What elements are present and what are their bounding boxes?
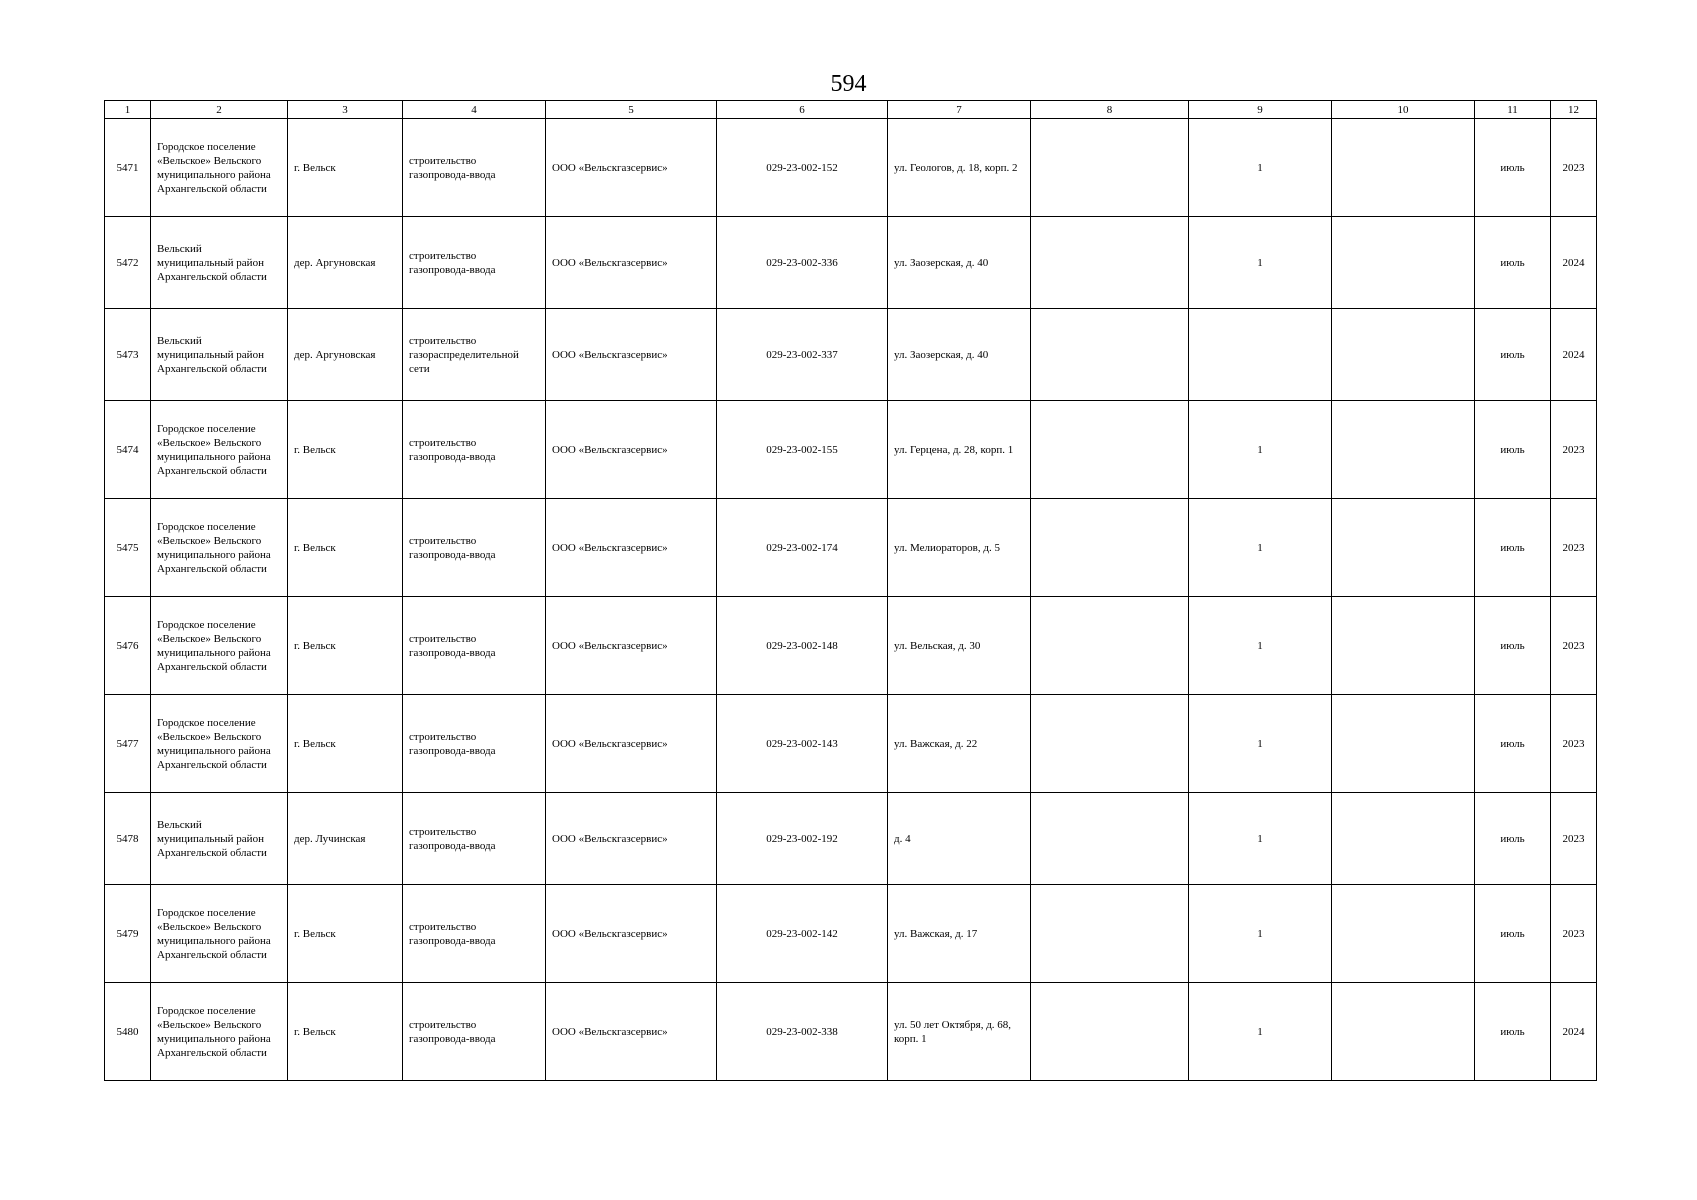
count-cell: 1 bbox=[1189, 793, 1332, 885]
address-cell: ул. Вельская, д. 30 bbox=[888, 597, 1031, 695]
municipality-cell: Городское поселение «Вельское» Вельского муниципального района Архангельской области bbox=[151, 401, 288, 499]
column-header: 8 bbox=[1031, 101, 1189, 119]
row-number: 5479 bbox=[105, 885, 151, 983]
column-number-row bbox=[105, 101, 1597, 119]
year-cell: 2023 bbox=[1551, 793, 1597, 885]
year-cell: 2023 bbox=[1551, 119, 1597, 217]
column-header: 7 bbox=[888, 101, 1031, 119]
empty-cell bbox=[1031, 119, 1189, 217]
municipality-cell: Городское поселение «Вельское» Вельского муниципального района Архангельской области bbox=[151, 885, 288, 983]
empty-cell bbox=[1031, 695, 1189, 793]
code-cell: 029-23-002-337 bbox=[717, 309, 888, 401]
organization-cell: ООО «Вельскгазсервис» bbox=[546, 309, 717, 401]
row-number: 5473 bbox=[105, 309, 151, 401]
table-row bbox=[105, 885, 1597, 983]
empty-cell bbox=[1332, 499, 1475, 597]
code-cell: 029-23-002-142 bbox=[717, 885, 888, 983]
work-type-cell: строительство газопровода-ввода bbox=[403, 885, 546, 983]
empty-cell bbox=[1332, 885, 1475, 983]
month-cell: июль bbox=[1475, 885, 1551, 983]
empty-cell bbox=[1332, 793, 1475, 885]
municipality-cell: Городское поселение «Вельское» Вельского муниципального района Архангельской области bbox=[151, 119, 288, 217]
month-cell: июль bbox=[1475, 309, 1551, 401]
count-cell: 1 bbox=[1189, 119, 1332, 217]
table-row bbox=[105, 217, 1597, 309]
locality-cell: дер. Лучинская bbox=[288, 793, 403, 885]
address-cell: ул. Геологов, д. 18, корп. 2 bbox=[888, 119, 1031, 217]
page-number: 594 bbox=[830, 71, 867, 97]
count-cell: 1 bbox=[1189, 401, 1332, 499]
address-cell: ул. Важская, д. 17 bbox=[888, 885, 1031, 983]
work-type-cell: строительство газопровода-ввода bbox=[403, 401, 546, 499]
code-cell: 029-23-002-155 bbox=[717, 401, 888, 499]
table-row bbox=[105, 119, 1597, 217]
month-cell: июль bbox=[1475, 597, 1551, 695]
count-cell: 1 bbox=[1189, 217, 1332, 309]
locality-cell: г. Вельск bbox=[288, 499, 403, 597]
code-cell: 029-23-002-338 bbox=[717, 983, 888, 1081]
year-cell: 2023 bbox=[1551, 885, 1597, 983]
code-cell: 029-23-002-174 bbox=[717, 499, 888, 597]
count-cell: 1 bbox=[1189, 885, 1332, 983]
work-type-cell: строительство газопровода-ввода bbox=[403, 217, 546, 309]
locality-cell: г. Вельск bbox=[288, 119, 403, 217]
empty-cell bbox=[1031, 499, 1189, 597]
empty-cell bbox=[1031, 217, 1189, 309]
empty-cell bbox=[1031, 401, 1189, 499]
work-type-cell: строительство газопровода-ввода bbox=[403, 793, 546, 885]
organization-cell: ООО «Вельскгазсервис» bbox=[546, 793, 717, 885]
empty-cell bbox=[1332, 217, 1475, 309]
empty-cell bbox=[1031, 309, 1189, 401]
address-cell: ул. Мелиораторов, д. 5 bbox=[888, 499, 1031, 597]
table-row bbox=[105, 983, 1597, 1081]
column-header: 3 bbox=[288, 101, 403, 119]
address-cell: ул. Заозерская, д. 40 bbox=[888, 217, 1031, 309]
empty-cell bbox=[1031, 983, 1189, 1081]
work-type-cell: строительство газораспределительной сети bbox=[403, 309, 546, 401]
work-type-cell: строительство газопровода-ввода bbox=[403, 983, 546, 1081]
year-cell: 2023 bbox=[1551, 597, 1597, 695]
organization-cell: ООО «Вельскгазсервис» bbox=[546, 499, 717, 597]
work-type-cell: строительство газопровода-ввода bbox=[403, 119, 546, 217]
table-row bbox=[105, 309, 1597, 401]
row-number: 5476 bbox=[105, 597, 151, 695]
organization-cell: ООО «Вельскгазсервис» bbox=[546, 597, 717, 695]
row-number: 5474 bbox=[105, 401, 151, 499]
organization-cell: ООО «Вельскгазсервис» bbox=[546, 401, 717, 499]
municipality-cell: Вельский муниципальный район Архангельской области bbox=[151, 309, 288, 401]
count-cell: 1 bbox=[1189, 695, 1332, 793]
organization-cell: ООО «Вельскгазсервис» bbox=[546, 885, 717, 983]
municipality-cell: Городское поселение «Вельское» Вельского муниципального района Архангельской области bbox=[151, 983, 288, 1081]
municipality-cell: Вельский муниципальный район Архангельской области bbox=[151, 217, 288, 309]
table-row bbox=[105, 597, 1597, 695]
row-number: 5480 bbox=[105, 983, 151, 1081]
locality-cell: г. Вельск bbox=[288, 885, 403, 983]
year-cell: 2023 bbox=[1551, 499, 1597, 597]
column-header: 1 bbox=[105, 101, 151, 119]
work-type-cell: строительство газопровода-ввода bbox=[403, 695, 546, 793]
month-cell: июль bbox=[1475, 119, 1551, 217]
row-number: 5471 bbox=[105, 119, 151, 217]
locality-cell: г. Вельск bbox=[288, 597, 403, 695]
table-row bbox=[105, 499, 1597, 597]
code-cell: 029-23-002-143 bbox=[717, 695, 888, 793]
locality-cell: г. Вельск bbox=[288, 983, 403, 1081]
year-cell: 2023 bbox=[1551, 401, 1597, 499]
year-cell: 2024 bbox=[1551, 983, 1597, 1081]
organization-cell: ООО «Вельскгазсервис» bbox=[546, 119, 717, 217]
month-cell: июль bbox=[1475, 695, 1551, 793]
code-cell: 029-23-002-148 bbox=[717, 597, 888, 695]
column-header: 9 bbox=[1189, 101, 1332, 119]
column-header: 5 bbox=[546, 101, 717, 119]
locality-cell: г. Вельск bbox=[288, 695, 403, 793]
row-number: 5477 bbox=[105, 695, 151, 793]
work-type-cell: строительство газопровода-ввода bbox=[403, 597, 546, 695]
code-cell: 029-23-002-152 bbox=[717, 119, 888, 217]
column-header: 10 bbox=[1332, 101, 1475, 119]
table-row bbox=[105, 401, 1597, 499]
locality-cell: дер. Аргуновская bbox=[288, 309, 403, 401]
count-cell: 1 bbox=[1189, 983, 1332, 1081]
column-header: 6 bbox=[717, 101, 888, 119]
empty-cell bbox=[1031, 597, 1189, 695]
row-number: 5472 bbox=[105, 217, 151, 309]
address-cell: ул. Важская, д. 22 bbox=[888, 695, 1031, 793]
registry-table bbox=[104, 100, 1597, 1081]
address-cell: д. 4 bbox=[888, 793, 1031, 885]
count-cell: 1 bbox=[1189, 499, 1332, 597]
empty-cell bbox=[1332, 309, 1475, 401]
column-header: 12 bbox=[1551, 101, 1597, 119]
address-cell: ул. Заозерская, д. 40 bbox=[888, 309, 1031, 401]
address-cell: ул. Герцена, д. 28, корп. 1 bbox=[888, 401, 1031, 499]
month-cell: июль bbox=[1475, 217, 1551, 309]
month-cell: июль bbox=[1475, 401, 1551, 499]
organization-cell: ООО «Вельскгазсервис» bbox=[546, 983, 717, 1081]
column-header: 4 bbox=[403, 101, 546, 119]
row-number: 5475 bbox=[105, 499, 151, 597]
year-cell: 2023 bbox=[1551, 695, 1597, 793]
locality-cell: г. Вельск bbox=[288, 401, 403, 499]
column-header: 11 bbox=[1475, 101, 1551, 119]
row-number: 5478 bbox=[105, 793, 151, 885]
count-cell bbox=[1189, 309, 1332, 401]
empty-cell bbox=[1332, 119, 1475, 217]
municipality-cell: Городское поселение «Вельское» Вельского муниципального района Архангельской области bbox=[151, 695, 288, 793]
year-cell: 2024 bbox=[1551, 217, 1597, 309]
empty-cell bbox=[1332, 695, 1475, 793]
empty-cell bbox=[1332, 597, 1475, 695]
month-cell: июль bbox=[1475, 793, 1551, 885]
organization-cell: ООО «Вельскгазсервис» bbox=[546, 217, 717, 309]
table-row bbox=[105, 695, 1597, 793]
count-cell: 1 bbox=[1189, 597, 1332, 695]
month-cell: июль bbox=[1475, 983, 1551, 1081]
municipality-cell: Вельский муниципальный район Архангельской области bbox=[151, 793, 288, 885]
empty-cell bbox=[1332, 983, 1475, 1081]
empty-cell bbox=[1031, 885, 1189, 983]
empty-cell bbox=[1332, 401, 1475, 499]
municipality-cell: Городское поселение «Вельское» Вельского муниципального района Архангельской области bbox=[151, 597, 288, 695]
organization-cell: ООО «Вельскгазсервис» bbox=[546, 695, 717, 793]
code-cell: 029-23-002-336 bbox=[717, 217, 888, 309]
code-cell: 029-23-002-192 bbox=[717, 793, 888, 885]
empty-cell bbox=[1031, 793, 1189, 885]
column-header: 2 bbox=[151, 101, 288, 119]
table-row bbox=[105, 793, 1597, 885]
municipality-cell: Городское поселение «Вельское» Вельского муниципального района Архангельской области bbox=[151, 499, 288, 597]
month-cell: июль bbox=[1475, 499, 1551, 597]
locality-cell: дер. Аргуновская bbox=[288, 217, 403, 309]
year-cell: 2024 bbox=[1551, 309, 1597, 401]
work-type-cell: строительство газопровода-ввода bbox=[403, 499, 546, 597]
address-cell: ул. 50 лет Октября, д. 68, корп. 1 bbox=[888, 983, 1031, 1081]
